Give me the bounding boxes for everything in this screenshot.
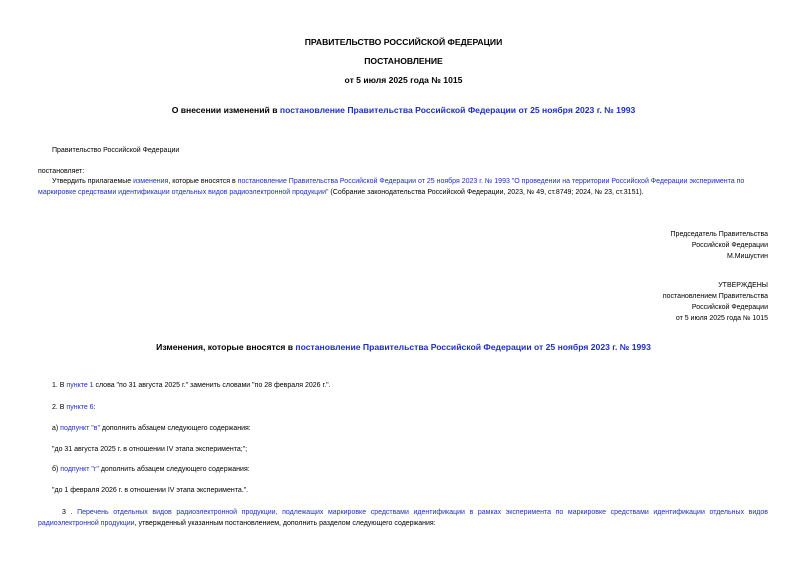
signature-country: Российской Федерации <box>691 242 768 249</box>
document-title-link[interactable]: постановление Правительства Российской Федерации от 25 ноября 2023 г. № 1993 <box>279 105 636 115</box>
item-1-link[interactable]: пункте 1 <box>66 382 94 389</box>
item-2-text-a: 2. В <box>52 404 67 411</box>
changes-title-link[interactable]: постановление Правительства Российской Федерации от 25 ноября 2023 г. № 1993 <box>295 342 651 352</box>
approval-date: от 5 июля 2025 года № 1015 <box>675 315 768 322</box>
item-1-text-b: слова "по 31 августа 2025 г." заменить словами "по 28 февраля 2026 г.". <box>93 382 331 389</box>
government-heading: ПРАВИТЕЛЬСТВО РОССИЙСКОЙ ФЕДЕРАЦИИ <box>304 37 503 47</box>
approval-country: Российской Федерации <box>691 304 768 311</box>
item-3-text-b: , утвержденный указанным постановлением, дополнить разделом следующего содержания: <box>134 520 436 527</box>
item-2-text-b: : <box>93 404 96 411</box>
item-b <box>52 464 250 475</box>
signature-name: М.Мишустин <box>726 253 768 260</box>
changes-link[interactable]: изменения <box>133 178 169 185</box>
item-3-text-a: 3 . <box>62 509 78 516</box>
main-paragraph-text-b: , которые вносятся в <box>168 178 238 185</box>
approval-heading: УТВЕРЖДЕНЫ <box>718 282 768 289</box>
item-2 <box>52 402 96 413</box>
decree-link[interactable]: постановление Правительства Российской Федерации от 25 ноября 2023 г. № 1993 <box>237 178 510 185</box>
signature-block <box>671 229 768 262</box>
document-type: ПОСТАНОВЛЕНИЕ <box>364 56 443 66</box>
item-b-text-b: дополнить абзацем следующего содержания: <box>98 466 250 473</box>
item-a <box>52 423 251 434</box>
item-b-text-a: б) <box>52 466 61 473</box>
approval-block <box>663 280 768 324</box>
document-title <box>0 105 807 115</box>
government-name: Правительство Российской Федерации <box>52 147 180 154</box>
item-a-text-b: дополнить абзацем следующего содержания: <box>99 425 251 432</box>
changes-title-prefix: Изменения, которые вносятся в <box>156 342 296 352</box>
item-a-quote: "до 31 августа 2025 г. в отношении IV этапа эксперимента;"; <box>52 446 248 453</box>
item-2-link[interactable]: пункте 6 <box>66 404 94 411</box>
signature-position: Председатель Правительства <box>670 231 768 238</box>
main-paragraph <box>38 176 768 198</box>
item-1 <box>52 380 331 391</box>
item-b-quote: "до 1 февраля 2026 г. в отношении IV этапа эксперимента.". <box>52 487 249 494</box>
decree-title-link[interactable]: "О проведении на территории Российской Федерации эксперимента по маркировке средствами идентификации отдельных видов радиоэлектронной продукции" <box>38 178 745 196</box>
item-3 <box>38 507 768 529</box>
changes-title <box>0 342 807 352</box>
item-a-text-a: а) <box>52 425 61 432</box>
item-a-link[interactable]: подпункт "в" <box>60 425 100 432</box>
item-1-text-a: 1. В <box>52 382 67 389</box>
document-title-prefix: О внесении изменений в <box>171 105 280 115</box>
approval-by: постановлением Правительства <box>662 293 768 300</box>
main-paragraph-text-d: (Собрание законодательства Российской Федерации, 2023, № 49, ст.8749; 2024, № 23, ст.3151). <box>328 189 644 196</box>
item-3-link[interactable]: Перечень отдельных видов радиоэлектронной продукции, подлежащих маркировке средствами идентификации в рамках эксперимента по маркировке средствами идентификации отдельных видов радиоэлектронной продукции <box>38 509 768 527</box>
document-date: от 5 июля 2025 года № 1015 <box>344 75 463 85</box>
decrees-label: постановляет: <box>38 168 85 175</box>
item-b-link[interactable]: подпункт "г" <box>60 466 99 473</box>
main-paragraph-text-a: Утвердить прилагаемые <box>52 178 134 185</box>
